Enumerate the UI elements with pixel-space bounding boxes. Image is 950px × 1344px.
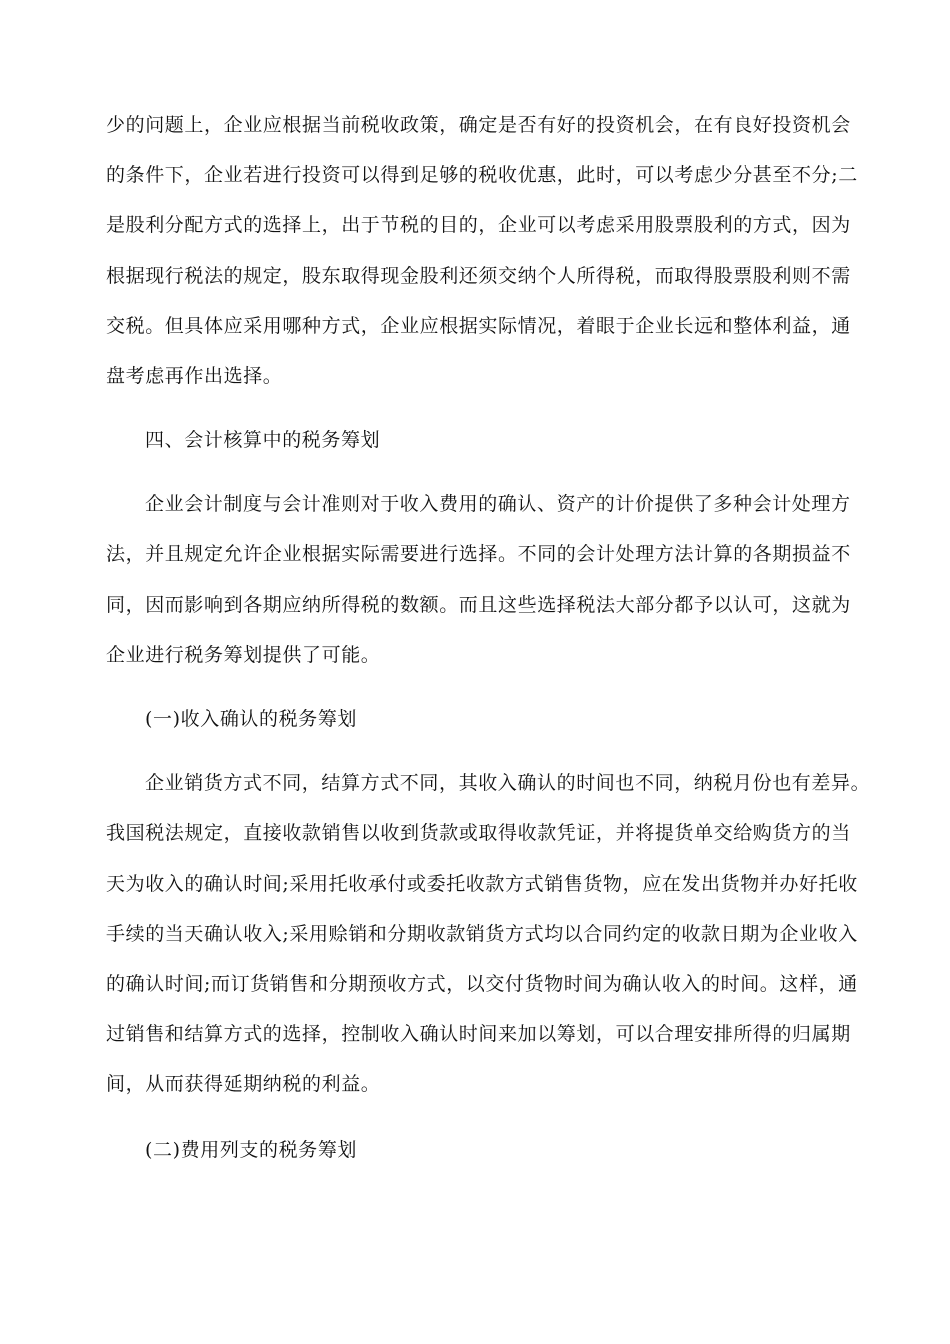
paragraph-line: 根据现行税法的规定，股东取得现金股利还须交纳个人所得税，而取得股票股利则不需	[106, 265, 851, 287]
paragraph-line: 企业会计制度与会计准则对于收入费用的确认、资产的计价提供了多种会计处理方	[145, 493, 851, 515]
paragraph-line: 天为收入的确认时间;采用托收承付或委托收款方式销售货物，应在发出货物并办好托收	[106, 873, 858, 895]
subsection-heading: (一)收入确认的税务筹划	[145, 708, 358, 730]
paragraph-line: 企业销货方式不同，结算方式不同，其收入确认的时间也不同，纳税月份也有差异。	[145, 772, 871, 794]
paragraph-line: 盘考虑再作出选择。	[106, 365, 283, 387]
section-heading: 四、会计核算中的税务筹划	[145, 429, 381, 451]
paragraph-line: 交税。但具体应采用哪种方式，企业应根据实际情况，着眼于企业长远和整体利益，通	[106, 315, 851, 337]
paragraph-line: 手续的当天确认收入;采用赊销和分期收款销货方式均以合同约定的收款日期为企业收入	[106, 923, 858, 945]
paragraph-line: 我国税法规定，直接收款销售以收到货款或取得收款凭证，并将提货单交给购货方的当	[106, 822, 851, 844]
paragraph-line: 法，并且规定允许企业根据实际需要进行选择。不同的会计处理方法计算的各期损益不	[106, 543, 851, 565]
paragraph-line: 的确认时间;而订货销售和分期预收方式，以交付货物时间为确认收入的时间。这样，通	[106, 973, 858, 995]
paragraph-line: 间，从而获得延期纳税的利益。	[106, 1073, 381, 1095]
paragraph-line: 同，因而影响到各期应纳所得税的数额。而且这些选择税法大部分都予以认可，这就为	[106, 594, 851, 616]
paragraph-line: 少的问题上，企业应根据当前税收政策，确定是否有好的投资机会，在有良好投资机会	[106, 114, 851, 136]
paragraph-line: 的条件下，企业若进行投资可以得到足够的税收优惠，此时，可以考虑少分甚至不分;二	[106, 164, 858, 186]
subsection-heading: (二)费用列支的税务筹划	[145, 1139, 358, 1161]
paragraph-line: 是股利分配方式的选择上，出于节税的目的，企业可以考虑采用股票股利的方式，因为	[106, 214, 851, 236]
paragraph-line: 过销售和结算方式的选择，控制收入确认时间来加以筹划，可以合理安排所得的归属期	[106, 1023, 851, 1045]
paragraph-line: 企业进行税务筹划提供了可能。	[106, 644, 381, 666]
